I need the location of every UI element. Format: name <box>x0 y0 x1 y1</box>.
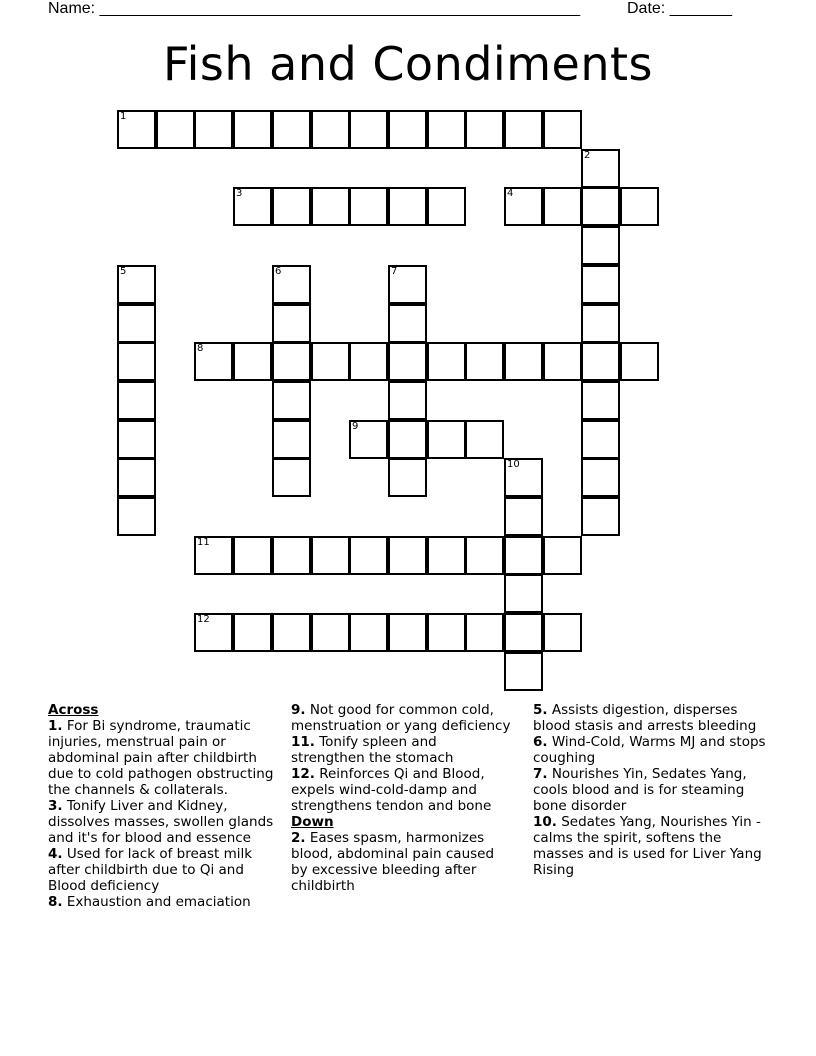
clue-across-12 <box>291 766 513 814</box>
grid-cell[interactable] <box>388 342 427 381</box>
clue-text: For Bi syndrome, traumatic injuries, menstrual pain or abdominal pain after childbirth due to cold pathogen obstructing the channels & collaterals. <box>48 718 274 798</box>
grid-cell[interactable] <box>117 420 156 459</box>
grid-cell[interactable] <box>272 187 311 226</box>
down-heading: Down <box>291 814 334 830</box>
clues-column-2 <box>291 702 513 894</box>
grid-cell[interactable] <box>272 110 311 149</box>
clue-across-1 <box>48 718 282 798</box>
grid-cell[interactable] <box>272 420 311 459</box>
grid-cell[interactable] <box>465 536 504 575</box>
clue-text: Eases spasm, harmonizes blood, abdominal pain caused by excessive bleeding after childbirth <box>291 830 495 894</box>
clue-text: Tonify spleen and strengthen the stomach <box>291 734 454 766</box>
clue-number: 12. <box>291 766 315 782</box>
grid-cell[interactable] <box>504 458 543 497</box>
clue-number: 2. <box>291 830 306 846</box>
clue-text: Tonify Liver and Kidney, dissolves masses, swollen glands and it's for blood and essence <box>48 798 274 846</box>
grid-cell[interactable] <box>504 536 543 575</box>
grid-cell[interactable] <box>581 226 620 265</box>
clues-column-3 <box>533 702 769 878</box>
grid-cell[interactable] <box>272 458 311 497</box>
clue-text: Not good for common cold, menstruation or yang deficiency <box>291 702 511 734</box>
grid-cell[interactable] <box>581 149 620 188</box>
cell-number: 6 <box>275 266 282 277</box>
grid-cell[interactable] <box>581 187 620 226</box>
grid-cell[interactable] <box>388 187 427 226</box>
grid-cell[interactable] <box>504 613 543 652</box>
grid-cell[interactable] <box>233 536 272 575</box>
grid-cell[interactable] <box>117 458 156 497</box>
clue-text: Exhaustion and emaciation <box>66 894 251 910</box>
grid-cell[interactable] <box>272 304 311 343</box>
grid-cell[interactable] <box>504 574 543 613</box>
grid-cell[interactable] <box>465 342 504 381</box>
clue-across-9 <box>291 702 513 734</box>
grid-cell[interactable] <box>388 458 427 497</box>
grid-cell[interactable] <box>233 342 272 381</box>
date-field-label: Date: _______ <box>627 0 732 17</box>
grid-cell[interactable] <box>156 110 195 149</box>
clue-text: Reinforces Qi and Blood, expels wind-cold-damp and strengthens tendon and bone <box>291 766 492 814</box>
cell-number: 10 <box>507 459 520 470</box>
grid-cell[interactable] <box>581 497 620 536</box>
clue-number: 9. <box>291 702 306 718</box>
cell-number: 12 <box>197 614 210 625</box>
grid-cell[interactable] <box>194 613 233 652</box>
grid-cell[interactable] <box>543 342 582 381</box>
grid-cell[interactable] <box>427 420 466 459</box>
clue-down-5 <box>533 702 769 734</box>
grid-cell[interactable] <box>272 613 311 652</box>
across-heading: Across <box>48 702 99 718</box>
grid-cell[interactable] <box>388 265 427 304</box>
grid-cell[interactable] <box>117 265 156 304</box>
grid-cell[interactable] <box>349 110 388 149</box>
clue-number: 4. <box>48 846 63 862</box>
grid-cell[interactable] <box>117 342 156 381</box>
grid-cell[interactable] <box>272 342 311 381</box>
grid-cell[interactable] <box>311 110 350 149</box>
clue-down-6 <box>533 734 769 766</box>
clue-number: 10. <box>533 814 557 830</box>
grid-cell[interactable] <box>388 110 427 149</box>
clue-number: 5. <box>533 702 548 718</box>
grid-cell[interactable] <box>117 497 156 536</box>
grid-cell[interactable] <box>543 613 582 652</box>
grid-cell[interactable] <box>349 342 388 381</box>
grid-cell[interactable] <box>349 420 388 459</box>
grid-cell[interactable] <box>543 110 582 149</box>
clue-across-3 <box>48 798 282 846</box>
grid-cell[interactable] <box>349 613 388 652</box>
clue-text: Sedates Yang, Nourishes Yin - calms the spirit, softens the masses and is used for Liver Yang Rising <box>533 814 762 878</box>
clue-down-7 <box>533 766 769 814</box>
clue-text: Assists digestion, disperses blood stasis and arrests bleeding <box>533 702 757 734</box>
grid-cell[interactable] <box>272 381 311 420</box>
grid-cell[interactable] <box>388 304 427 343</box>
grid-cell[interactable] <box>311 613 350 652</box>
grid-cell[interactable] <box>311 342 350 381</box>
clue-number: 8. <box>48 894 63 910</box>
grid-cell[interactable] <box>349 187 388 226</box>
grid-cell[interactable] <box>388 420 427 459</box>
cell-number: 2 <box>584 150 591 161</box>
grid-cell[interactable] <box>581 304 620 343</box>
grid-cell[interactable] <box>465 110 504 149</box>
clue-number: 6. <box>533 734 548 750</box>
grid-cell[interactable] <box>504 497 543 536</box>
grid-cell[interactable] <box>504 342 543 381</box>
grid-cell[interactable] <box>233 613 272 652</box>
grid-cell[interactable] <box>543 187 582 226</box>
grid-cell[interactable] <box>581 265 620 304</box>
clue-across-8 <box>48 894 282 910</box>
page-title: Fish and Condiments <box>163 37 653 91</box>
grid-cell[interactable] <box>349 536 388 575</box>
grid-cell[interactable] <box>272 536 311 575</box>
clue-text: Used for lack of breast milk after childbirth due to Qi and Blood deficiency <box>48 846 253 894</box>
grid-cell[interactable] <box>581 458 620 497</box>
grid-cell[interactable] <box>388 381 427 420</box>
grid-cell[interactable] <box>427 110 466 149</box>
grid-cell[interactable] <box>620 342 659 381</box>
grid-cell[interactable] <box>427 187 466 226</box>
cell-number: 4 <box>507 188 514 199</box>
clue-number: 7. <box>533 766 548 782</box>
cell-number: 5 <box>120 266 127 277</box>
grid-cell[interactable] <box>581 420 620 459</box>
grid-cell[interactable] <box>388 613 427 652</box>
grid-cell[interactable] <box>272 265 311 304</box>
clue-across-11 <box>291 734 513 766</box>
cell-number: 8 <box>197 343 204 354</box>
cell-number: 11 <box>197 537 210 548</box>
cell-number: 1 <box>120 111 127 122</box>
grid-cell[interactable] <box>311 187 350 226</box>
grid-cell[interactable] <box>543 536 582 575</box>
name-field-label: Name: ______________________________________________________ <box>48 0 581 17</box>
cell-number: 7 <box>391 266 398 277</box>
grid-cell[interactable] <box>233 110 272 149</box>
grid-cell[interactable] <box>117 110 156 149</box>
clue-text: Wind-Cold, Warms MJ and stops coughing <box>533 734 766 766</box>
clues-column-1 <box>48 702 282 910</box>
grid-cell[interactable] <box>427 613 466 652</box>
grid-cell[interactable] <box>504 110 543 149</box>
grid-cell[interactable] <box>117 381 156 420</box>
grid-cell[interactable] <box>194 342 233 381</box>
grid-cell[interactable] <box>194 536 233 575</box>
grid-cell[interactable] <box>194 110 233 149</box>
grid-cell[interactable] <box>427 536 466 575</box>
grid-cell[interactable] <box>388 536 427 575</box>
grid-cell[interactable] <box>504 187 543 226</box>
cell-number: 3 <box>236 188 243 199</box>
grid-cell[interactable] <box>465 420 504 459</box>
grid-cell[interactable] <box>465 613 504 652</box>
grid-cell[interactable] <box>233 187 272 226</box>
grid-cell[interactable] <box>581 342 620 381</box>
clue-text: Nourishes Yin, Sedates Yang, cools blood and is for steaming bone disorder <box>533 766 747 814</box>
cell-number: 9 <box>352 421 359 432</box>
grid-cell[interactable] <box>117 304 156 343</box>
grid-cell[interactable] <box>427 342 466 381</box>
grid-cell[interactable] <box>311 536 350 575</box>
clue-number: 1. <box>48 718 63 734</box>
grid-cell[interactable] <box>504 652 543 691</box>
clue-number: 3. <box>48 798 63 814</box>
grid-cell[interactable] <box>620 187 659 226</box>
clue-across-4 <box>48 846 282 894</box>
clue-down-10 <box>533 814 769 878</box>
clue-down-2 <box>291 830 513 894</box>
clue-number: 11. <box>291 734 315 750</box>
grid-cell[interactable] <box>581 381 620 420</box>
